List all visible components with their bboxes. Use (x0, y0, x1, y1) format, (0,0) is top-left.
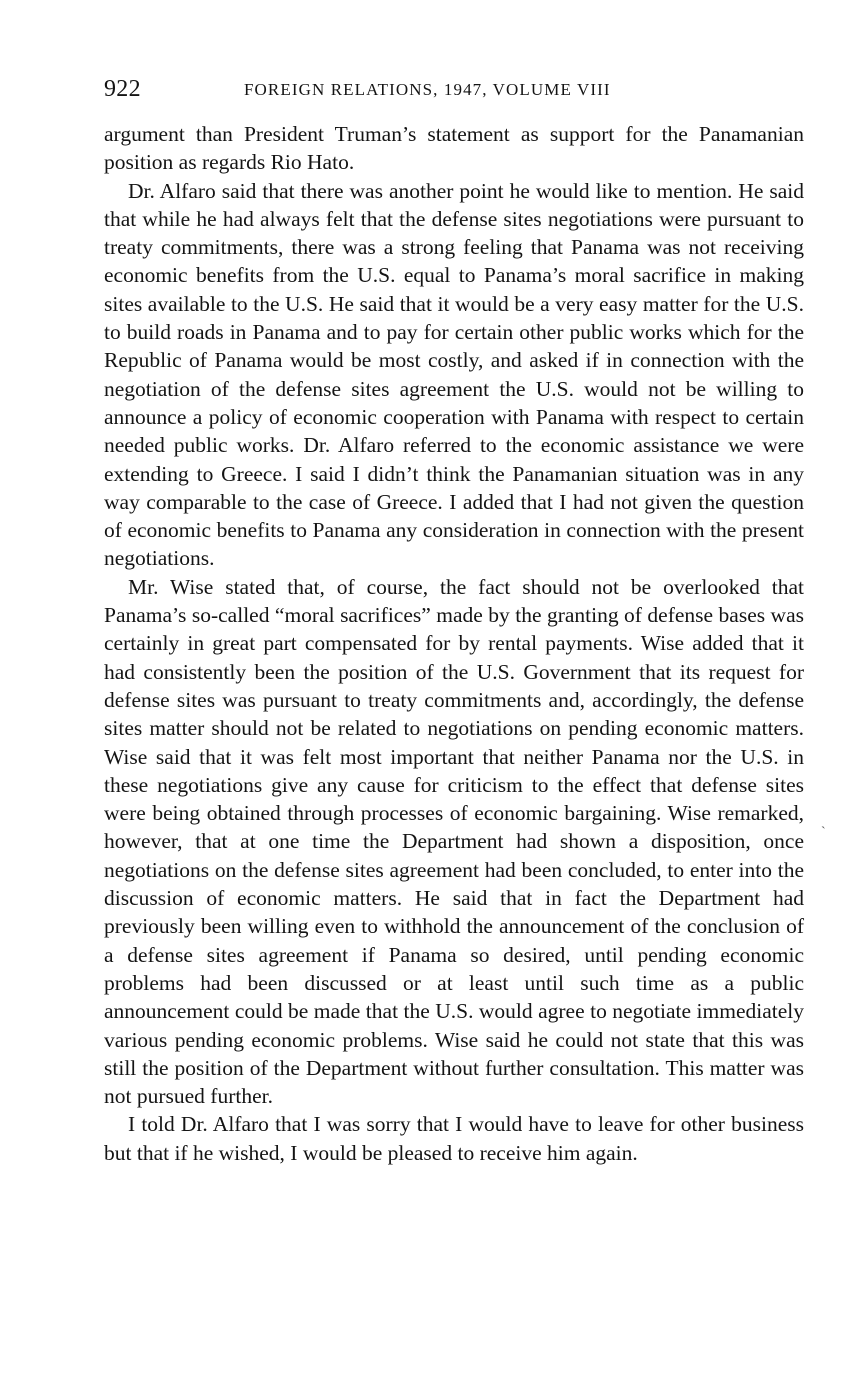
running-head (104, 74, 804, 104)
paragraph: I told Dr. Alfaro that I was sorry that I would have to leave for other business but that if he wished, I would be pleased to receive him again. (104, 1112, 804, 1165)
running-head-title: FOREIGN RELATIONS, 1947, VOLUME VIII (244, 80, 611, 99)
paragraph-continued: argument than President Truman’s statement as support for the Panamanian position as regards Rio Hato. (104, 122, 804, 175)
body-text (104, 120, 804, 1167)
margin-mark: ˋ (821, 825, 826, 840)
paragraph: Mr. Wise stated that, of course, the fact should not be overlooked that Panama’s so-called “moral sacrifices” made by the granting of defense bases was certainly in great part compensated for by rental payments. Wise added that it had consistently been the position of the U.S. Government that its request for defense sites was pursuant to treaty commitments and, accordingly, the defense sites matter should not be related to negotiations on pending economic matters. Wise said that it was felt most important that neither Panama nor the U.S. in these negotiations give any cause for criticism to the effect that defense sites were being obtained through processes of economic bargaining. Wise remarked, however, that at one time the Department had shown a disposition, once negotiations on the defense sites agreement had been concluded, to enter into the discussion of economic matters. He said that in fact the Department had previously been willing even to withhold the announcement of the conclusion of a defense sites agreement if Panama so desired, until pending economic problems had been discussed or at least until such time as a public announcement could be made that the U.S. would agree to negotiate immediately various pending economic problems. Wise said he could not state that this was still the position of the Department without further consultation. This matter was not pursued further. (104, 574, 804, 1109)
page-number: 922 (104, 76, 141, 102)
paragraph: Dr. Alfaro said that there was another point he would like to mention. He said that while he had always felt that the defense sites negotiations were pursuant to treaty commitments, there was a strong feeling that Panama was not receiving economic benefits from the U.S. equal to Panama’s moral sacrifice in making sites available to the U.S. He said that it would be a very easy matter for the U.S. to build roads in Panama and to pay for certain other public works which for the Republic of Panama would be most costly, and asked if in connection with the negotiation of the defense sites agreement the U.S. would not be willing to announce a policy of economic cooperation with Panama with respect to certain needed public works. Dr. Alfaro referred to the economic assistance we were extending to Greece. I said I didn’t think the Panamanian situation was in any way comparable to the case of Greece. I added that I had not given the question of economic benefits to Panama any consideration in connection with the present negotiations. (104, 178, 804, 571)
